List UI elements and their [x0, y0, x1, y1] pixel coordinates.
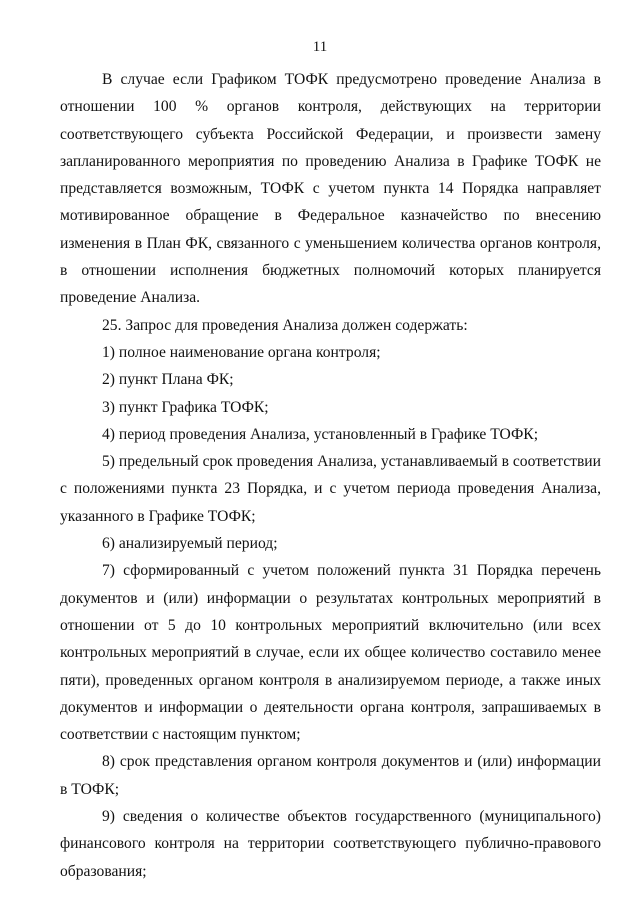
list-item-3: 3) пункт Графика ТОФК;	[102, 398, 269, 416]
list-item-4: 4) период проведения Анализа, установленный в Графике ТОФК;	[102, 425, 539, 443]
list-item-6: 6) анализируемый период;	[102, 535, 278, 553]
list-item-1: 1) полное наименование органа контроля;	[102, 343, 381, 361]
list-item-2: 2) пункт Плана ФК;	[102, 371, 234, 389]
list-item-5: 5) предельный срок проведения Анализа, устанавливаемый в соответствии с положениями пункта 23 Порядка, и с учетом периода проведения Анализа, указанного в Графике ТОФК;	[60, 453, 601, 525]
page-number: 11	[312, 39, 328, 55]
paragraph-tofk-schedule-replacement: В случае если Графиком ТОФК предусмотрено проведение Анализа в отношении 100 % органов контроля, действующих на территории соответствующего субъекта Российской Федерации, и произвести замену запланированного мероприятия по проведению Анализа в Графике ТОФК не представляется возможным, ТОФК с учетом пункта 14 Порядка направляет мотивированное обращение в Федеральное казначейство по внесению изменения в План ФК, связанного с уменьшением количества органов контроля, в отношении исполнения бюджетных полномочий которых планируется проведение Анализа.	[60, 71, 601, 307]
list-item-9: 9) сведения о количестве объектов государственного (муниципального) финансового контроля на территории соответствующего публично-правового образования;	[60, 808, 601, 880]
list-item-8: 8) срок представления органом контроля документов и (или) информации в ТОФК;	[60, 753, 601, 798]
document-body	[60, 66, 601, 885]
list-item-7: 7) сформированный с учетом положений пункта 31 Порядка перечень документов и (или) информации о результатах контрольных мероприятий в отношении от 5 до 10 контрольных мероприятий включительно (или всех контрольных мероприятий в случае, если их общее количество составило менее пяти), проведенных органом контроля в анализируемом периоде, а также иных документов и информации о деятельности органа контроля, запрашиваемых в соответствии с настоящим пунктом;	[60, 562, 601, 744]
paragraph-request-contents-heading: 25. Запрос для проведения Анализа должен содержать:	[102, 316, 468, 334]
